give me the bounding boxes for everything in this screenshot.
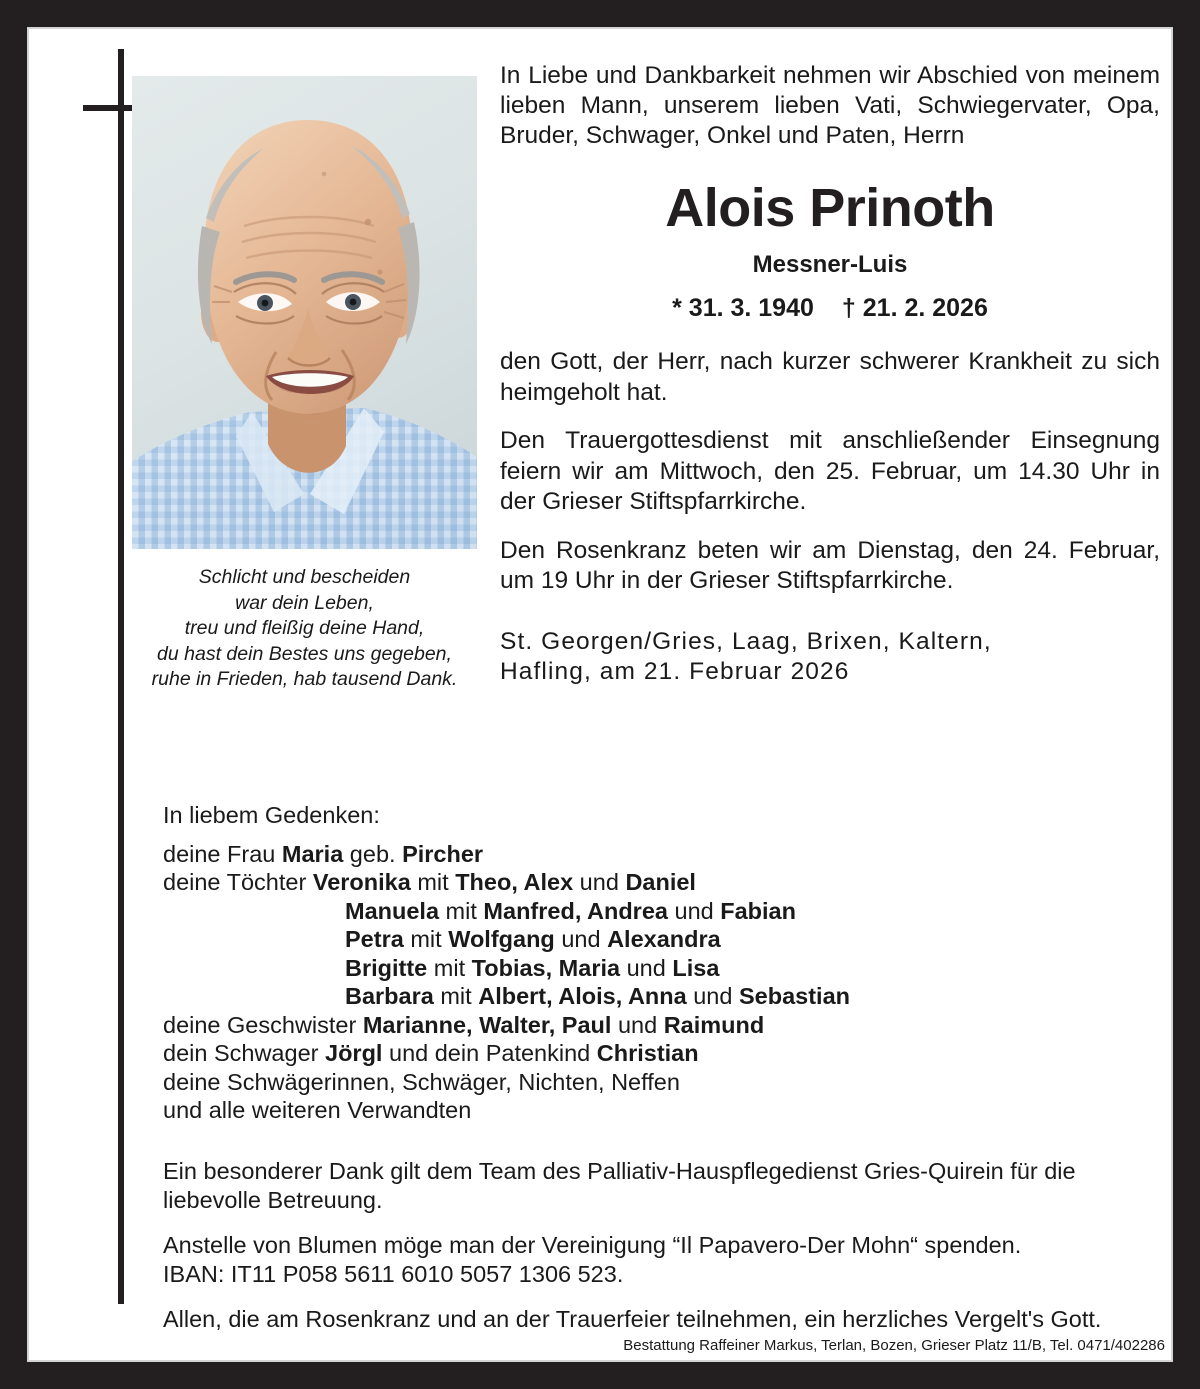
mourner-line bbox=[163, 982, 1123, 1011]
mourner-relation: und bbox=[620, 954, 673, 981]
mourner-name: Jörgl bbox=[325, 1040, 383, 1066]
mourner-name: Petra bbox=[345, 926, 404, 952]
donation-paragraph bbox=[163, 1231, 1138, 1289]
mourner-name: Pircher bbox=[402, 840, 484, 867]
verse-line: war dein Leben, bbox=[235, 591, 374, 614]
mourner-name: Manuela bbox=[345, 897, 440, 924]
mourner-relation: mit bbox=[410, 869, 456, 895]
places-line: St. Georgen/Gries, Laag, Brixen, Kaltern, bbox=[500, 627, 992, 655]
mourner-relation: deine Schwägerinnen, Schwäger, Nichten, Neffen bbox=[163, 1068, 680, 1095]
verse-line: Schlicht und bescheiden bbox=[198, 566, 411, 588]
mourner-relation: deine Geschwister bbox=[163, 1011, 363, 1038]
final-paragraph: Allen, die am Rosenkranz und an der Trauerfeier teilnehmen, ein herzliches Vergelt's Gott. bbox=[163, 1306, 1102, 1332]
mourner-line bbox=[163, 840, 1123, 869]
mourner-line bbox=[163, 1096, 1123, 1125]
mourner-line bbox=[163, 1011, 1123, 1040]
mourner-relation: deine Frau bbox=[163, 840, 282, 867]
birth-date: * 31. 3. 1940 bbox=[672, 294, 814, 322]
mourner-name: Barbara bbox=[345, 983, 434, 1009]
mourner-relation: deine Töchter bbox=[163, 869, 313, 895]
mourner-name: Christian bbox=[596, 1040, 699, 1066]
funeral-home-footer: Bestattung Raffeiner Markus, Terlan, Bozen, Grieser Platz 11/B, Tel. 0471/402286 bbox=[623, 1337, 1165, 1354]
mourner-line bbox=[163, 954, 1123, 983]
mourners-section bbox=[163, 801, 1123, 1125]
mourner-name: Manfred, Andrea bbox=[483, 897, 668, 924]
mourner-name: Tobias, Maria bbox=[471, 954, 621, 981]
mourner-line bbox=[163, 897, 1123, 926]
name-block bbox=[500, 177, 1160, 323]
paragraph-funeral-service: Den Trauergottesdienst mit anschließender Einsegnung feiern wir am Mittwoch, den 25. Februar, um 14.30 Uhr in der Grieser Stiftspfarrkirche. bbox=[500, 427, 1160, 515]
portrait-illustration bbox=[132, 76, 477, 549]
mourner-line bbox=[163, 868, 1123, 897]
mourner-relation: und bbox=[554, 926, 608, 952]
mourner-relation: mit bbox=[403, 926, 449, 952]
memorial-verse bbox=[132, 565, 477, 693]
top-section bbox=[29, 29, 1171, 729]
mourner-relation: und bbox=[667, 897, 721, 924]
mourners-list bbox=[163, 840, 1123, 1125]
notice-inner-frame bbox=[27, 27, 1173, 1362]
iban-text: IBAN: IT11 P058 5611 6010 5057 1306 523. bbox=[163, 1261, 624, 1287]
paragraph-rosary: Den Rosenkranz beten wir am Dienstag, den 24. Februar, um 19 Uhr in der Grieser Stiftspfarrkirche. bbox=[500, 536, 1160, 594]
mourner-name: Brigitte bbox=[345, 954, 428, 981]
mourner-name: Lisa bbox=[672, 954, 720, 981]
mourner-name: Alexandra bbox=[607, 926, 721, 952]
mourner-name: Fabian bbox=[720, 897, 796, 924]
mourner-relation: und dein Patenkind bbox=[382, 1040, 597, 1066]
paragraph-passing: den Gott, der Herr, nach kurzer schwerer Krankheit zu sich heimgeholt hat. bbox=[500, 348, 1160, 406]
mourner-name: Raimund bbox=[663, 1011, 765, 1038]
verse-line: du hast dein Bestes uns gegeben, bbox=[157, 642, 452, 665]
donation-text: Anstelle von Blumen möge man der Vereinigung “Il Papavero-Der Mohn“ spenden. bbox=[163, 1232, 1022, 1258]
mourner-relation: mit bbox=[439, 897, 484, 924]
mourners-heading: In liebem Gedenken: bbox=[163, 802, 380, 828]
mourner-relation: geb. bbox=[343, 840, 403, 867]
places-and-date bbox=[500, 627, 1160, 688]
mourner-name: Sebastian bbox=[738, 983, 851, 1009]
photo-column bbox=[132, 76, 477, 693]
mourner-relation: und bbox=[573, 869, 626, 895]
mourner-relation: und bbox=[611, 1011, 664, 1038]
mourner-line bbox=[163, 1039, 1123, 1068]
portrait-photo bbox=[132, 76, 477, 549]
mourner-name: Albert, Alois, Anna bbox=[478, 983, 687, 1009]
mourner-relation: mit bbox=[433, 983, 479, 1009]
mourner-name: Theo, Alex bbox=[455, 869, 574, 895]
mourner-relation: und bbox=[686, 983, 739, 1009]
life-dates bbox=[500, 293, 1160, 323]
main-text-column bbox=[500, 61, 1160, 688]
mourner-line bbox=[163, 925, 1123, 954]
face bbox=[204, 120, 412, 414]
closing-section bbox=[163, 1157, 1138, 1334]
death-date: † 21. 2. 2026 bbox=[841, 294, 988, 322]
thanks-paragraph: Ein besonderer Dank gilt dem Team des Palliativ-Hauspflegedienst Gries-Quirein für die liebevolle Betreuung. bbox=[163, 1158, 1076, 1213]
mourner-name: Veronika bbox=[312, 869, 411, 895]
mourner-name: Marianne, Walter, Paul bbox=[362, 1011, 612, 1038]
verse-line: treu und fleißig deine Hand, bbox=[184, 617, 425, 639]
mourner-relation: mit bbox=[427, 954, 472, 981]
deceased-name: Alois Prinoth bbox=[665, 178, 995, 238]
mourner-line bbox=[163, 1068, 1123, 1097]
mourner-name: Wolfgang bbox=[448, 926, 555, 952]
mourner-name: Maria bbox=[281, 840, 344, 867]
mourner-name: Daniel bbox=[625, 869, 696, 895]
mourner-relation: dein Schwager bbox=[163, 1040, 325, 1066]
intro-text: In Liebe und Dankbarkeit nehmen wir Abschied von meinem lieben Mann, unserem lieben Vati, Schwiegervater, Opa, Bruder, Schwager, Onkel und Paten, Herrn bbox=[500, 62, 1160, 149]
verse-line: ruhe in Frieden, hab tausend Dank. bbox=[151, 668, 458, 690]
places-date-line: Hafling, am 21. Februar 2026 bbox=[500, 658, 850, 685]
mourner-relation: und alle weiteren Verwandten bbox=[163, 1097, 472, 1123]
deceased-nickname: Messner-Luis bbox=[752, 251, 908, 278]
